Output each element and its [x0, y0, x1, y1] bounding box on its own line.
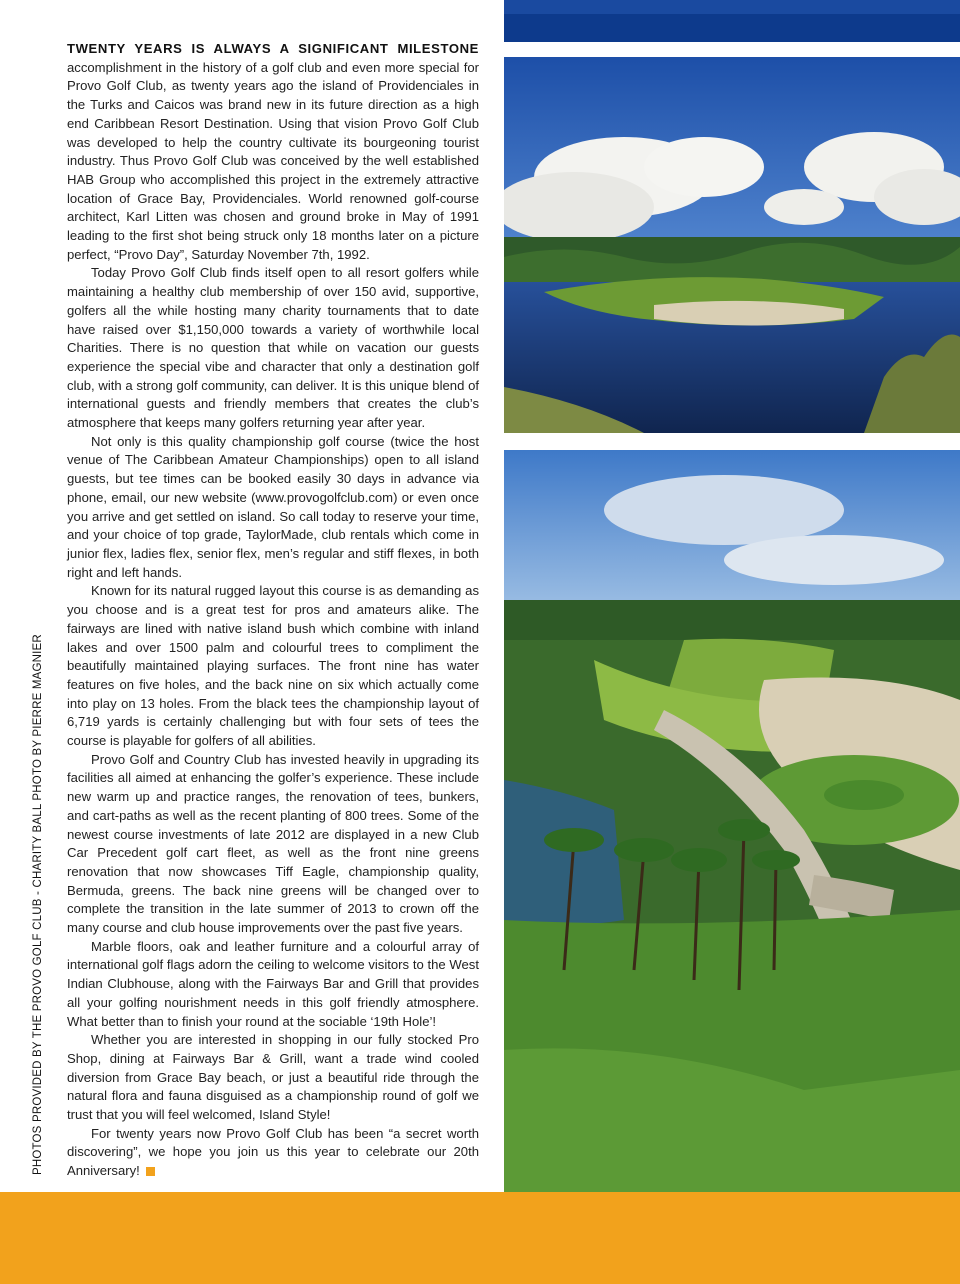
golf-course-aerial-photo — [504, 450, 960, 1284]
article-paragraph-5: Provo Golf and Country Club has invested heavily in upgrading its facilities all aimed at enhancing the golfer’s experience. These include new warm up and practice ranges, the renovation of tees, bunkers, and cart-paths as well as the recent planting of 800 trees. Some of the newest course investments of late 2012 are displayed in a new Club Car Precedent golf cart fleet, as well as the front nine greens renovation that now showcases Tiff Eagle, championship quality, Bermuda, greens. The back nine greens will be changed over to complete the transition in the late summer of 2013 to crown off the many course and club house improvements over the past five years. — [67, 751, 479, 936]
article-paragraph-4: Known for its natural rugged layout this course is as demanding as you choose and is a great test for pros and amateurs alike. The fairways are lined with native island bush which combine with inland lakes and over 1500 palm and colourful trees to compliment the beautifully maintained playing surfaces. The front nine has water features on five holes, and the back nine on six which actually come into play on 13 holes. From the black tees the championship layout of 6,719 yards is certainly challenging but with four sets of tees the course is playable for golfers of all abilities. — [67, 583, 479, 749]
paragraph-8-text: For twenty years now Provo Golf Club has been “a secret worth discovering”, we hope you join us this year to celebrate our 20th Anniversary! — [67, 1125, 479, 1179]
end-mark-icon — [146, 1167, 155, 1176]
footer-accent-bar — [0, 1192, 960, 1284]
lead-in: TWENTY YEARS IS ALWAYS A SIGNIFICANT MILESTONE — [67, 41, 479, 56]
article-body — [67, 40, 479, 1181]
article-paragraph-2: Today Provo Golf Club finds itself open to all resort golfers while maintaining a healthy club membership of over 150 avid, supportive, golfers all the while hosting many charity tournaments that to date have raised over $1,150,000 towards a variety of worthwhile local Charities. There is no question that while on vacation our guests experience the special vibe and character that only a destination golf club, with a strong golf community, can deliver. It is this unique blend of international guests and friendly members that creates the club’s atmosphere that keeps many golfers returning year after year. — [67, 265, 479, 431]
article-paragraph-8 — [67, 1125, 479, 1181]
golf-green-lake-photo — [504, 57, 960, 433]
article-paragraph-7: Whether you are interested in shopping in our fully stocked Pro Shop, dining at Fairways Bar & Grill, want a trade wind cooled diversion from Grace Bay beach, or just a beautiful ride through the natural flora and fauna disguised as a championship round of golf we trust that you will feel welcomed, Island Style! — [67, 1032, 479, 1123]
article-paragraph-3: Not only is this quality championship golf course (twice the host venue of The Caribbean Amateur Championships) open to all island guests, but tee times can be booked easily 30 days in advance via phone, email, our new website (www.provogolfclub.com) or even once you arrive and get settled on island. So call today to reserve your time, and your choice of top grade, TaylorMade, club rentals which come in junior flex, ladies flex, senior flex, men’s regular and stiff flexes, in both right and left hands. — [67, 433, 479, 580]
top-photo-strip — [504, 0, 960, 42]
article-paragraph-6: Marble floors, oak and leather furniture and a colourful array of international golf flags adorn the ceiling to welcome visitors to the West Indian Clubhouse, along with the Fairways Bar and Grill that provides all your golfing nourishment needs in this golf friendly atmosphere. What better than to finish your round at the sociable ‘19th Hole’! — [67, 938, 479, 1029]
photo-credit: PHOTOS PROVIDED BY THE PROVO GOLF CLUB - CHARITY BALL PHOTO BY PIERRE MAGNIER — [32, 634, 44, 1175]
paragraph-1-text: accomplishment in the history of a golf club and even more special for Provo Golf Club, as twenty years ago the island of Providenciales in the Turks and Caicos was brand new in its future direction as a high end Caribbean Resort Destination. Using that vision Provo Golf Club was developed to help the country cultivate its bourgeoning tourist industry. Thus Provo Golf Club was conceived by the well established HAB Group who accomplished this project in the extremely attractive location of Grace Bay, Providenciales. World renowned golf-course architect, Karl Litten was chosen and ground broke in May of 1991 leading to the first shot being struck only 18 months later on a picture perfect, “Provo Day”, Saturday November 7th, 1992. — [67, 59, 479, 262]
article-paragraph-1 — [67, 40, 479, 264]
